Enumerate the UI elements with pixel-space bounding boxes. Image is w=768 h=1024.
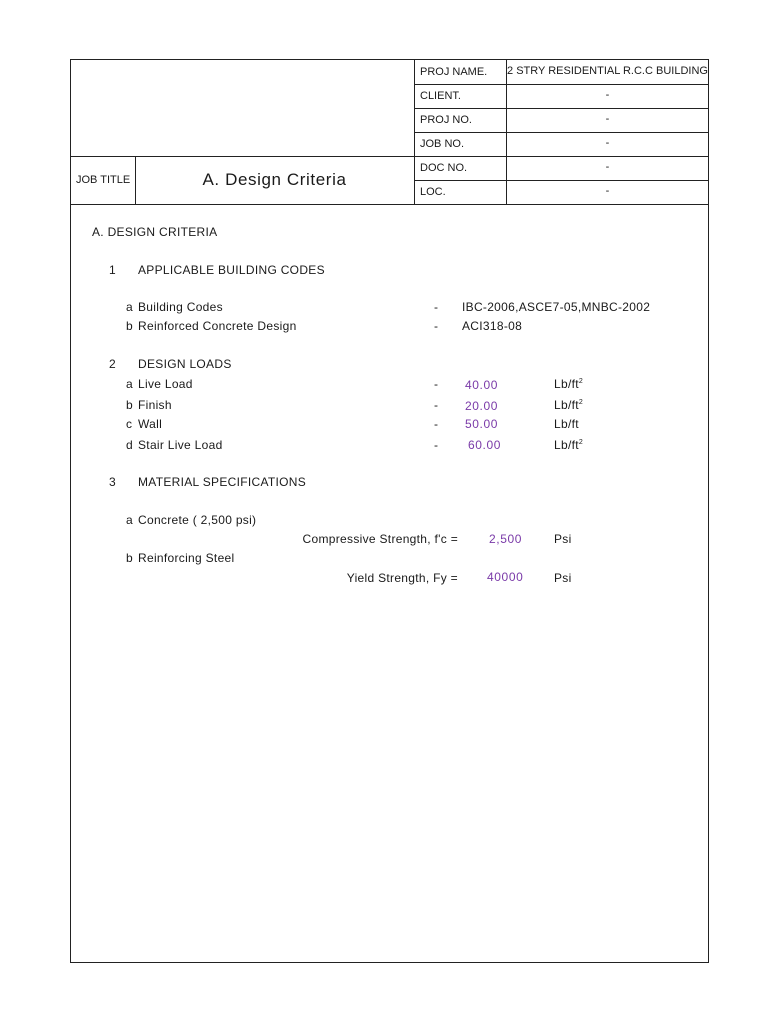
loc-value: -	[605, 185, 610, 197]
yield-strength-unit: Psi	[554, 571, 572, 585]
compressive-strength-unit: Psi	[554, 532, 572, 546]
item-letter: b	[126, 319, 133, 333]
unit-exponent: 2	[578, 378, 584, 385]
header-row-rule	[414, 180, 709, 181]
stair-live-load-unit: $Lb/ft^2$	[554, 438, 584, 452]
header-row-rule	[414, 108, 709, 109]
concrete-label: Concrete ( 2,500 psi)	[138, 513, 257, 527]
live-load-unit: $Lb/ft^2$	[554, 377, 584, 391]
section-title: A. DESIGN CRITERIA	[92, 225, 218, 239]
live-load-label: Live Load	[138, 377, 193, 391]
dash: -	[434, 417, 439, 431]
item-letter: c	[126, 417, 133, 431]
item-letter: a	[126, 513, 133, 527]
proj-no-label: PROJ NO.	[420, 114, 472, 126]
finish-value: 20.00	[465, 399, 499, 413]
header-row-rule	[414, 132, 709, 133]
compressive-strength-label: Compressive Strength, f'c =	[302, 532, 458, 546]
client-label: CLIENT.	[420, 90, 461, 102]
yield-strength-label: Yield Strength, Fy =	[346, 571, 458, 585]
dash: -	[434, 319, 439, 333]
item-letter: a	[126, 300, 133, 314]
stair-live-load-label: Stair Live Load	[138, 438, 223, 452]
header-row-rule	[414, 84, 709, 85]
proj-name-value: 2 STRY RESIDENTIAL R.C.C BUILDING	[507, 65, 708, 77]
rc-design-label: Reinforced Concrete Design	[138, 319, 297, 333]
section-3-number: 3	[109, 475, 116, 489]
header-bottom-rule	[70, 204, 709, 205]
compressive-strength-value: 2,500	[489, 532, 523, 546]
section-2-heading: DESIGN LOADS	[138, 357, 232, 371]
stair-live-load-value: 60.00	[468, 438, 502, 452]
doc-no-value: -	[605, 161, 610, 173]
item-letter: b	[126, 551, 133, 565]
client-value: -	[605, 89, 610, 101]
wall-label: Wall	[138, 417, 163, 431]
job-title: A. Design Criteria	[202, 170, 347, 189]
item-letter: d	[126, 438, 133, 452]
job-no-label: JOB NO.	[420, 138, 465, 150]
section-1-number: 1	[109, 263, 116, 277]
yield-strength-value: 40000	[487, 570, 524, 584]
unit-exponent: 2	[578, 399, 584, 406]
section-2-number: 2	[109, 357, 116, 371]
unit-exponent: 2	[578, 439, 584, 446]
dash: -	[434, 300, 439, 314]
dash: -	[434, 377, 439, 391]
finish-unit: $Lb/ft^2$	[554, 398, 584, 412]
section-1-heading: APPLICABLE BUILDING CODES	[138, 263, 325, 277]
dash: -	[434, 398, 439, 412]
wall-value: 50.00	[465, 417, 499, 431]
job-title-top-rule	[70, 156, 414, 157]
proj-name-label: PROJ NAME.	[420, 66, 488, 78]
dash: -	[434, 438, 439, 452]
building-codes-label: Building Codes	[138, 300, 223, 314]
reinforcing-steel-label: Reinforcing Steel	[138, 551, 235, 565]
job-title-label: JOB TITLE	[76, 174, 131, 186]
section-3-heading: MATERIAL SPECIFICATIONS	[138, 475, 307, 489]
proj-no-value: -	[605, 113, 610, 125]
job-no-value: -	[605, 137, 610, 149]
loc-label: LOC.	[420, 186, 446, 198]
wall-unit: Lb/ft	[554, 417, 579, 431]
live-load-value: 40.00	[465, 378, 499, 392]
doc-no-label: DOC NO.	[420, 162, 468, 174]
building-codes-value: IBC-2006,ASCE7-05,MNBC-2002	[462, 300, 651, 314]
finish-label: Finish	[138, 398, 172, 412]
header-row-rule	[414, 156, 709, 157]
item-letter: a	[126, 377, 133, 391]
item-letter: b	[126, 398, 133, 412]
rc-design-value: ACI318-08	[462, 319, 523, 333]
